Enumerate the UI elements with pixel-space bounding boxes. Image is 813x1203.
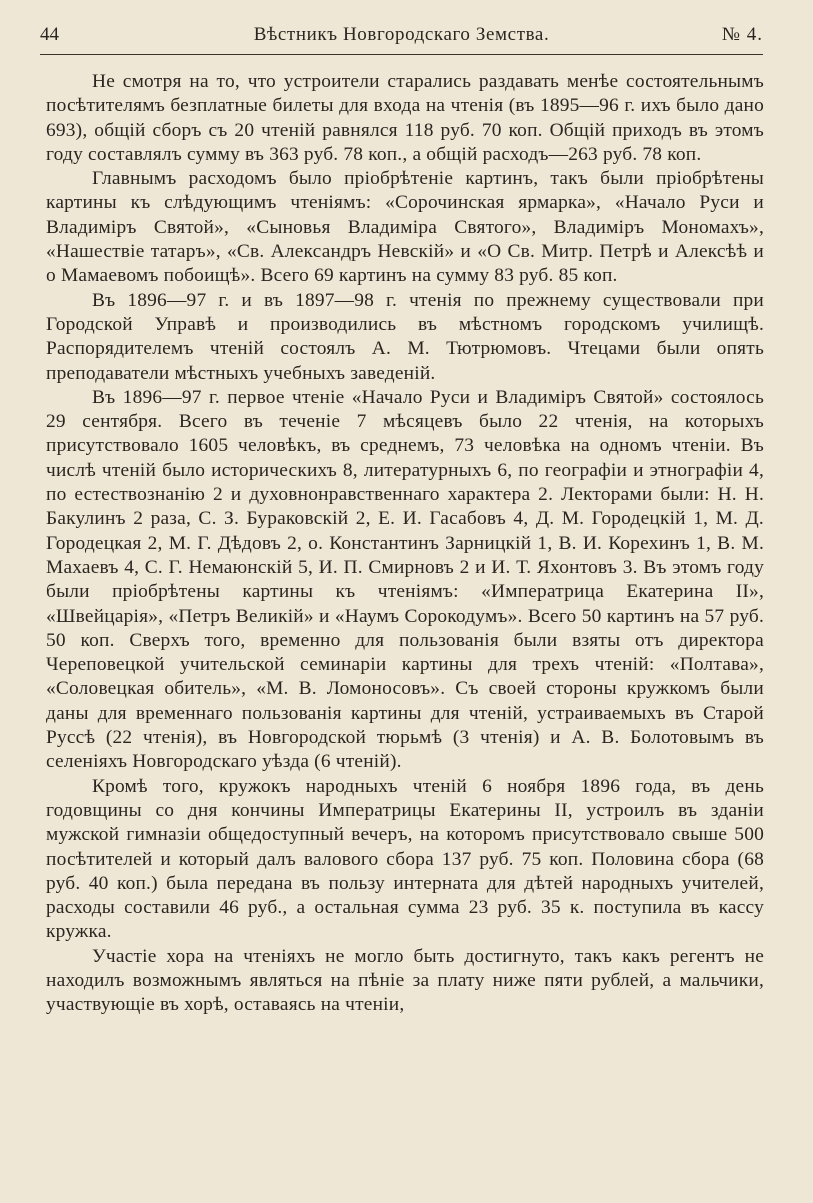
body-text: [46, 70, 764, 1018]
running-header: [40, 14, 763, 55]
paragraph: Въ 1896—97 г. и въ 1897—98 г. чтенія по прежнему существовали при Городской Управѣ и производились въ мѣстномъ городскомъ училищѣ. Распорядителемъ чтеній состоялъ А. М. Тютрюмовъ. Чтецами были опять преподаватели мѣстныхъ учебныхъ заведеній.: [46, 289, 764, 384]
issue-number: № 4.: [721, 24, 763, 45]
paragraph: Кромѣ того, кружокъ народныхъ чтеній 6 ноября 1896 года, въ день годовщины со дня кончины Императрицы Екатерины II, устроилъ въ зданіи мужской гимназіи общедоступный вечеръ, на которомъ присутствовало свыше 500 посѣтителей и который далъ валового сбора 137 руб. 75 коп. Половина сбора (68 руб. 40 коп.) была передана въ пользу интерната для дѣтей народныхъ учителей, расходы составили 46 руб., а остальная сумма 23 руб. 35 к. поступила въ кассу кружка.: [46, 775, 764, 943]
journal-title: Вѣстникъ Новгородскаго Земства.: [253, 24, 550, 45]
paragraph: Главнымъ расходомъ было пріобрѣтеніе картинъ, такъ были пріобрѣтены картины къ слѣдующимъ чтеніямъ: «Сорочинская ярмарка», «Начало Руси и Владиміръ Святой», «Сыновья Владиміра Святого», Владиміръ Мономахъ», «Нашествіе татаръ», «Св. Александръ Невскій» и «О Св. Митр. Петрѣ и Алексѣѣ и о Мамаевомъ побоищѣ». Всего 69 картинъ на сумму 83 руб. 85 коп.: [46, 168, 764, 287]
paragraph: Участіе хора на чтеніяхъ не могло быть достигнуто, такъ какъ регентъ не находилъ возможнымъ являться на пѣніе за плату ниже пяти рублей, а мальчики, участвующіе въ хорѣ, оставаясь на чтеніи,: [46, 945, 764, 1016]
page-number: 44: [40, 24, 59, 45]
paragraph: Въ 1896—97 г. первое чтеніе «Начало Руси и Владиміръ Святой» состоялось 29 сентября. Всего въ теченіе 7 мѣсяцевъ было 22 чтенія, на которыхъ присутствовало 1605 человѣкъ, въ среднемъ, 73 человѣка на одномъ чтеніи. Въ числѣ чтеній было историческихъ 8, литературныхъ 6, по географіи и этнографіи 4, по естествознанію 2 и духовнонравственнаго характера 2. Лекторами были: Н. Н. Бакулинъ 2 раза, С. З. Бураковскій 2, Е. И. Гасабовъ 4, Д. М. Городецкій 1, М. Д. Городецкая 2, М. Г. Дѣдовъ 2, о. Константинъ Зарницкій 1, В. И. Корехинъ 1, В. М. Махаевъ 4, С. Г. Немаюнскій 5, И. П. Смирновъ 2 и И. Т. Яхонтовъ 3. Въ этомъ году были пріобрѣтены картины къ чтеніямъ: «Императрица Екатерина II», «Швейцарія», «Петръ Великій» и «Наумъ Сорокодумъ». Всего 50 картинъ на 57 руб. 50 коп. Сверхъ того, временно для пользованія были взяты отъ директора Череповецкой учительской семинаріи картины для трехъ чтеній: «Полтава», «Соловецкая обитель», «М. В. Ломоносовъ». Съ своей стороны кружкомъ были даны для временнаго пользованія картины для чтеній, устраиваемыхъ въ Старой Руссѣ (22 чтенія), въ Новгородской тюрьмѣ (3 чтенія) и А. В. Болотовымъ въ селеніяхъ Новгородскаго уѣзда (6 чтеній).: [46, 386, 764, 773]
paragraph: Не смотря на то, что устроители старались раздавать менѣе состоятельнымъ посѣтителямъ безплатные билеты для входа на чтенія (въ 1895—96 г. ихъ было дано 693), общій сборъ съ 20 чтеній равнялся 118 руб. 70 коп. Общій приходъ въ этомъ году составлялъ сумму въ 363 руб. 78 коп., а общій расходъ—263 руб. 78 коп.: [46, 71, 764, 165]
